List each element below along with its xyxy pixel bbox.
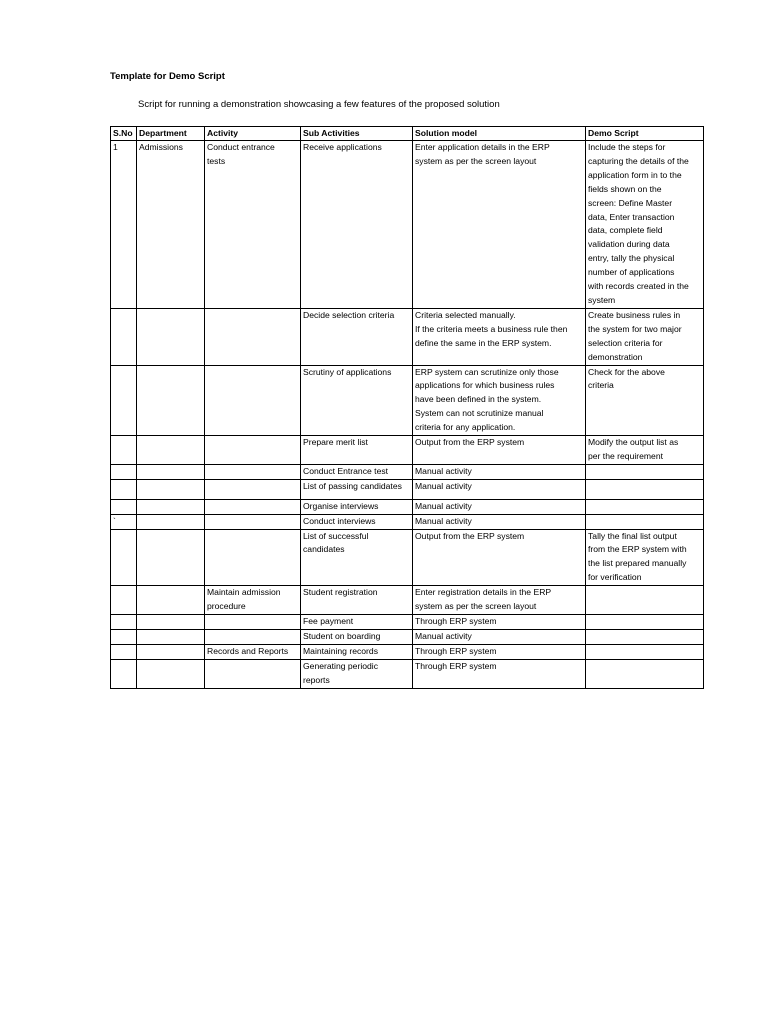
col-header-sno: S.No [111,127,137,141]
document-title: Template for Demo Script [110,71,225,82]
cell-department [137,514,205,529]
cell-sub: Maintaining records [301,644,413,659]
cell-sub: Student registration [301,586,413,615]
cell-sub: Decide selection criteria [301,308,413,365]
cell-department [137,644,205,659]
cell-solution: Enter application details in the ERP system as per the screen layout [413,141,586,309]
col-header-department: Department [137,127,205,141]
cell-sno [111,365,137,436]
cell-solution: Output from the ERP system [413,529,586,586]
cell-sub: Fee payment [301,615,413,630]
table-row [111,644,704,659]
cell-activity [205,436,301,465]
cell-sub: Conduct interviews [301,514,413,529]
cell-department [137,529,205,586]
cell-demo: Create business rules in the system for two major selection criteria for demonstration [586,308,704,365]
cell-sub: List of passing candidates [301,479,413,499]
cell-solution: Criteria selected manually. If the criteria meets a business rule then define the same in the ERP system. [413,308,586,365]
cell-department [137,615,205,630]
cell-sub: Receive applications [301,141,413,309]
cell-sno [111,586,137,615]
cell-demo [586,479,704,499]
cell-demo [586,659,704,688]
cell-activity [205,464,301,479]
col-header-demo-script: Demo Script [586,127,704,141]
cell-activity: Conduct entrance tests [205,141,301,309]
cell-demo [586,644,704,659]
cell-activity [205,499,301,514]
table-row [111,308,704,365]
cell-demo: Check for the above criteria [586,365,704,436]
cell-activity [205,308,301,365]
cell-activity [205,479,301,499]
cell-department [137,659,205,688]
cell-sno [111,615,137,630]
table-row [111,529,704,586]
cell-solution: Manual activity [413,464,586,479]
table-row [111,629,704,644]
cell-activity [205,514,301,529]
cell-demo [586,629,704,644]
cell-sno [111,629,137,644]
col-header-activity: Activity [205,127,301,141]
cell-department [137,629,205,644]
cell-demo [586,464,704,479]
table-row [111,141,704,309]
cell-demo [586,499,704,514]
cell-solution: ERP system can scrutinize only those applications for which business rules have been defined in the system. System can not scrutinize manual criteria for any application. [413,365,586,436]
col-header-sub-activities: Sub Activities [301,127,413,141]
cell-department [137,436,205,465]
cell-activity [205,615,301,630]
cell-sub: Scrutiny of applications [301,365,413,436]
cell-sno: ` [111,514,137,529]
cell-activity: Maintain admission procedure [205,586,301,615]
table-row [111,659,704,688]
cell-solution: Manual activity [413,629,586,644]
table-row [111,365,704,436]
cell-solution: Through ERP system [413,615,586,630]
table-row [111,615,704,630]
cell-demo [586,514,704,529]
cell-solution: Manual activity [413,514,586,529]
table-row [111,479,704,499]
table-body [111,141,704,689]
table-row [111,499,704,514]
cell-sub: List of successful candidates [301,529,413,586]
cell-sno [111,436,137,465]
cell-department [137,586,205,615]
cell-sno [111,499,137,514]
cell-solution: Output from the ERP system [413,436,586,465]
cell-sno: 1 [111,141,137,309]
cell-solution: Manual activity [413,499,586,514]
table-header-row [111,127,704,141]
cell-activity [205,659,301,688]
cell-demo: Include the steps for capturing the details of the application form in to the fields shown on the screen: Define Master data, Enter transaction data, complete field validation during data entry, tally the physical number of applications with records created in the system [586,141,704,309]
cell-sub: Student on boarding [301,629,413,644]
cell-sub: Conduct Entrance test [301,464,413,479]
cell-activity: Records and Reports [205,644,301,659]
cell-activity [205,365,301,436]
cell-solution: Through ERP system [413,659,586,688]
cell-solution: Enter registration details in the ERP system as per the screen layout [413,586,586,615]
cell-department: Admissions [137,141,205,309]
document-subtitle: Script for running a demonstration showcasing a few features of the proposed solution [138,99,500,110]
cell-activity [205,629,301,644]
cell-demo: Tally the final list output from the ERP system with the list prepared manually for verification [586,529,704,586]
cell-demo [586,586,704,615]
cell-sno [111,479,137,499]
cell-sub: Generating periodic reports [301,659,413,688]
cell-solution: Manual activity [413,479,586,499]
cell-department [137,365,205,436]
cell-activity [205,529,301,586]
table-row [111,586,704,615]
cell-sno [111,659,137,688]
col-header-solution-model: Solution model [413,127,586,141]
cell-demo: Modify the output list as per the requirement [586,436,704,465]
cell-department [137,308,205,365]
table-row [111,464,704,479]
cell-solution: Through ERP system [413,644,586,659]
demo-script-table [110,126,704,689]
cell-sub: Organise interviews [301,499,413,514]
cell-demo [586,615,704,630]
table-row [111,514,704,529]
cell-sub: Prepare merit list [301,436,413,465]
cell-department [137,479,205,499]
cell-department [137,464,205,479]
table-row [111,436,704,465]
cell-department [137,499,205,514]
cell-sno [111,529,137,586]
cell-sno [111,464,137,479]
cell-sno [111,308,137,365]
cell-sno [111,644,137,659]
